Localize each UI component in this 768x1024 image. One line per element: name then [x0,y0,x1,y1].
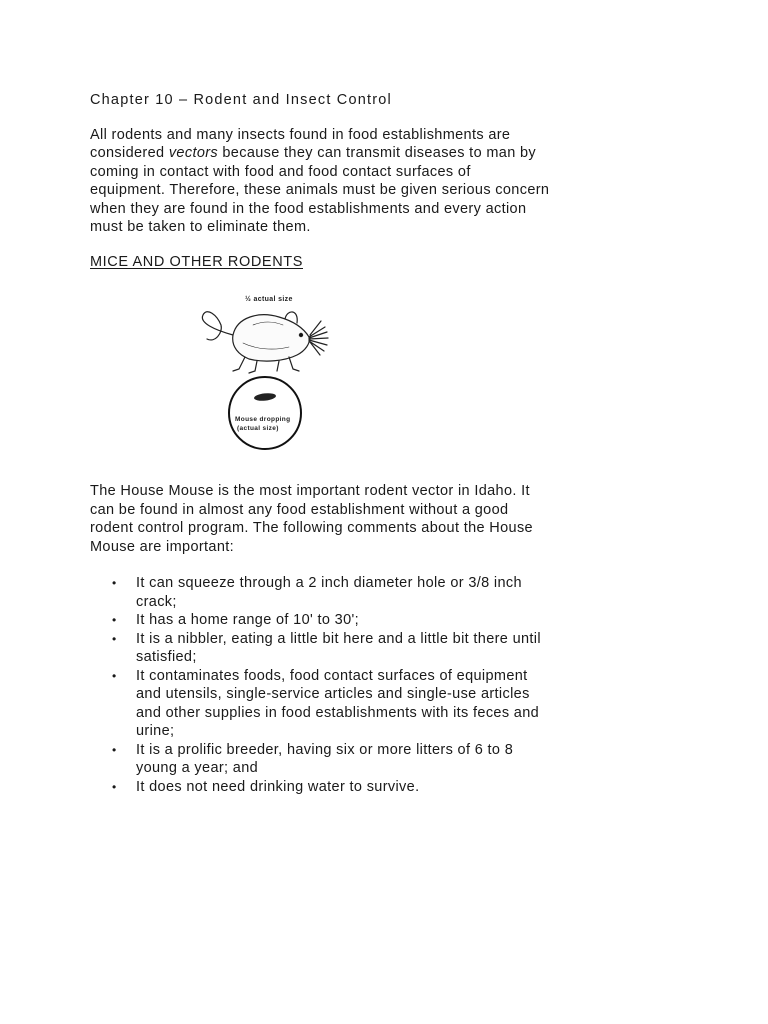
intro-text-start: All rodents and many insects found in food establishments are considered [90,126,511,161]
house-mouse-facts-list [90,574,550,796]
document-page [90,91,560,796]
figure-size-label: ½ actual size [245,296,293,303]
list-item [90,741,550,778]
list-item [90,667,550,741]
intro-text-end: because they can transmit diseases to man by coming in contact with food and food contact surfaces of equipment. Therefore, these animals must be given serious concern when they are found in the food establishments and every action must be taken to eliminate them. [90,145,550,235]
dropping-size-label: (actual size) [237,425,279,432]
house-mouse-paragraph: The House Mouse is the most important rodent vector in Idaho. It can be found in almost any food establishment without a good rodent control program. The following comments about the House Mouse are important: [90,483,533,555]
list-item-text: It is a prolific breeder, having six or more litters of 6 to 8 young a year; and [136,741,514,776]
dropping-label: Mouse dropping [235,416,291,423]
list-item [90,574,550,611]
bullet-icon: • [112,576,117,590]
list-item-text: It is a nibbler, eating a little bit here and a little bit there until satisfied; [136,630,541,665]
bullet-icon: • [112,613,117,627]
chapter-title: Chapter 10 – Rodent and Insect Control [90,92,392,108]
section-heading-mice: MICE AND OTHER RODENTS [90,253,303,270]
bullet-icon: • [112,779,117,794]
list-item [90,630,550,667]
mouse-drawing-icon [202,312,328,373]
intro-emphasis-vectors: vectors [168,145,219,161]
list-item-text: It can squeeze through a 2 inch diameter hole or 3/8 inch crack; [136,575,522,610]
dropping-circle-icon [229,377,301,449]
list-item [90,778,550,797]
bullet-icon: • [112,742,117,757]
bullet-icon: • [112,631,117,646]
bullet-icon: • [112,668,117,683]
mouse-figure [193,285,333,460]
intro-paragraph [90,126,550,237]
list-item-text: It contaminates foods, food contact surfaces of equipment and utensils, single-service articles and single-use articles and other supplies in food establishments with its feces and urine; [136,667,540,739]
list-item-text: It does not need drinking water to survive. [136,778,420,795]
mouse-illustration [193,285,333,460]
list-item-text: It has a home range of 10' to 30'; [136,612,359,628]
list-item [90,611,550,630]
